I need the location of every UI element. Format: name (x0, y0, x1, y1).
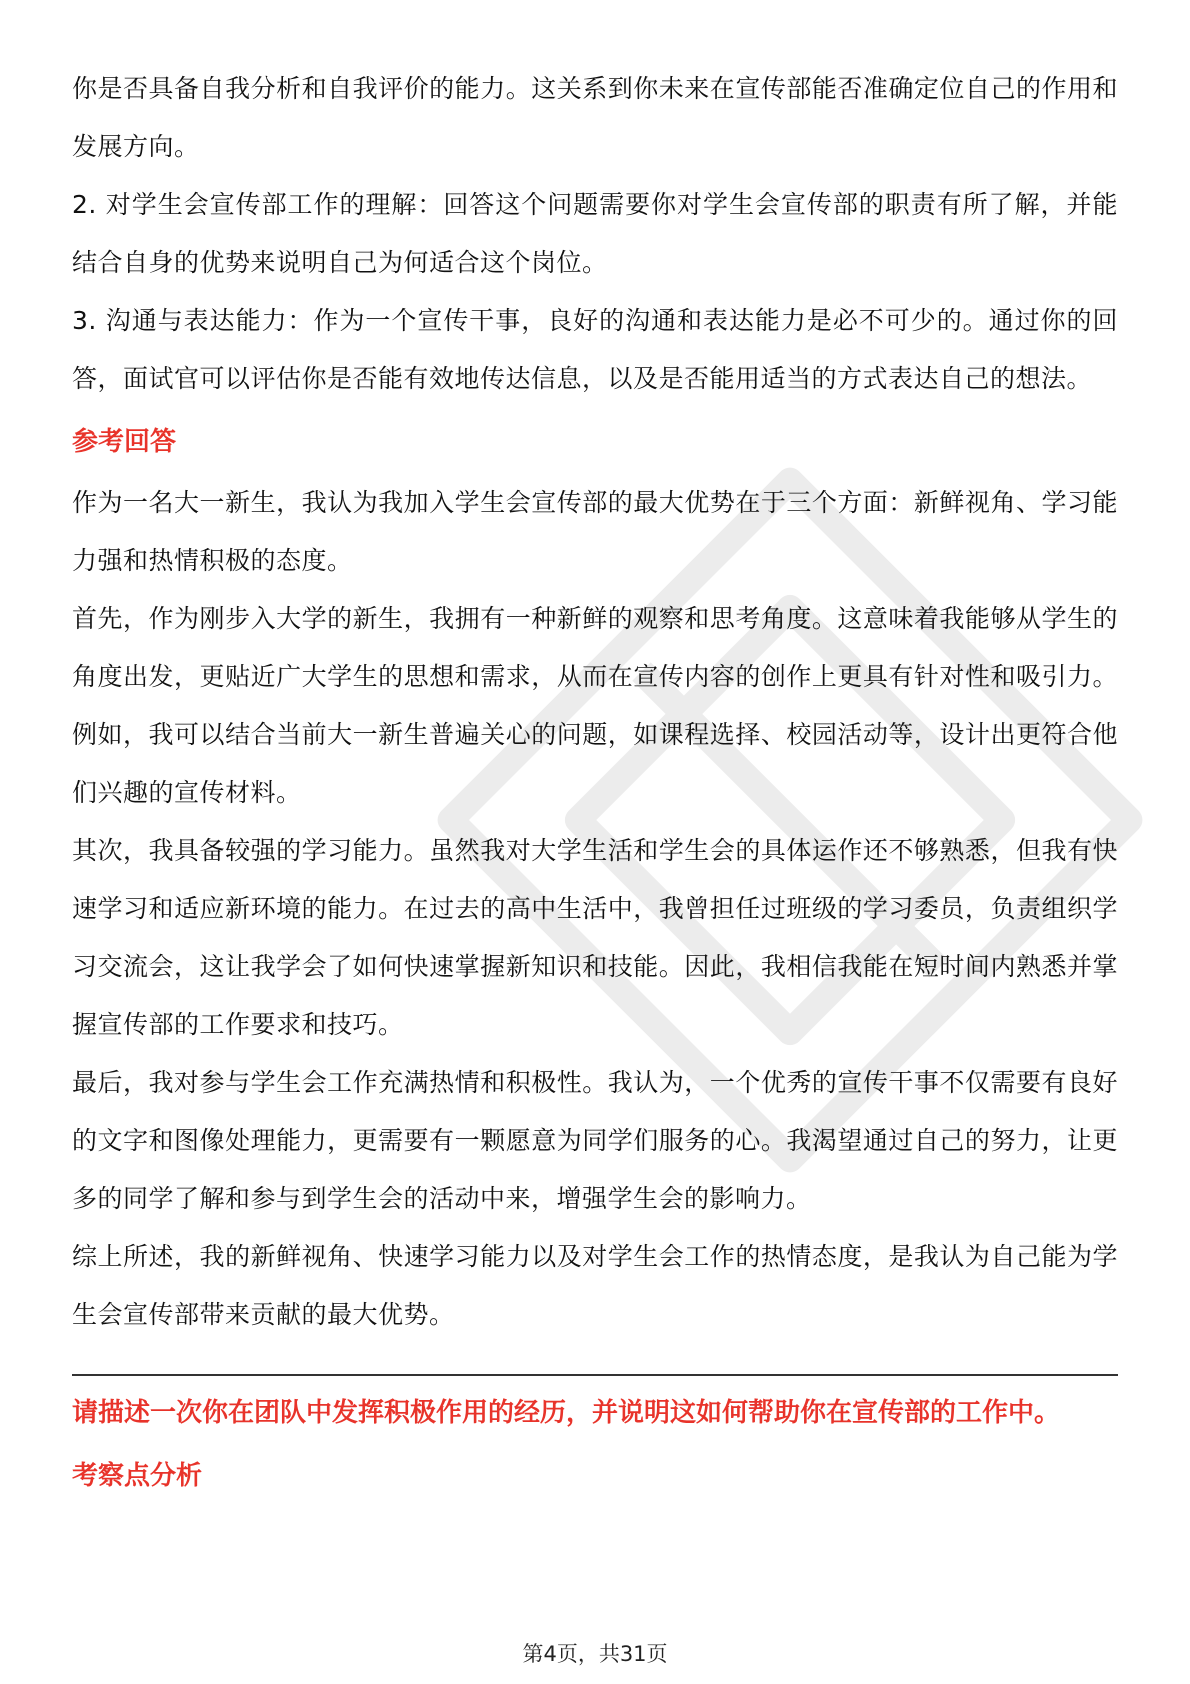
intro-paragraph-2: 2. 对学生会宣传部工作的理解：回答这个问题需要你对学生会宣传部的职责有所了解，并能结合自身的优势来说明自己为何适合这个岗位。 (72, 190, 1118, 277)
intro-paragraph-3: 3. 沟通与表达能力：作为一个宣传干事，良好的沟通和表达能力是必不可少的。通过你的回答，面试官可以评估你是否能有效地传达信息，以及是否能用适当的方式表达自己的想法。 (72, 306, 1118, 393)
answer-paragraph-1: 作为一名大一新生，我认为我加入学生会宣传部的最大优势在于三个方面：新鲜视角、学习能力强和热情积极的态度。 (72, 488, 1118, 575)
document-body (72, 60, 1118, 1508)
reference-answer-heading: 参考回答 (72, 427, 177, 457)
analysis-heading: 考察点分析 (72, 1461, 203, 1491)
answer-paragraph-5: 综上所述，我的新鲜视角、快速学习能力以及对学生会工作的热情态度，是我认为自己能为学生会宣传部带来贡献的最大优势。 (72, 1242, 1118, 1329)
answer-paragraph-3: 其次，我具备较强的学习能力。虽然我对大学生活和学生会的具体运作还不够熟悉，但我有快速学习和适应新环境的能力。在过去的高中生活中，我曾担任过班级的学习委员，负责组织学习交流会，这让我学会了如何快速掌握新知识和技能。因此，我相信我能在短时间内熟悉并掌握宣传部的工作要求和技巧。 (72, 836, 1118, 1039)
page-number: 第4页，共31页 (522, 1642, 668, 1666)
intro-paragraph-1: 你是否具备自我分析和自我评价的能力。这关系到你未来在宣传部能否准确定位自己的作用和发展方向。 (72, 74, 1118, 161)
section-divider (72, 1374, 1118, 1376)
next-question-title: 请描述一次你在团队中发挥积极作用的经历，并说明这如何帮助你在宣传部的工作中。 (72, 1398, 1061, 1428)
answer-paragraph-2: 首先，作为刚步入大学的新生，我拥有一种新鲜的观察和思考角度。这意味着我能够从学生的角度出发，更贴近广大学生的思想和需求，从而在宣传内容的创作上更具有针对性和吸引力。例如，我可以结合当前大一新生普遍关心的问题，如课程选择、校园活动等，设计出更符合他们兴趣的宣传材料。 (72, 604, 1118, 807)
answer-paragraph-4: 最后，我对参与学生会工作充满热情和积极性。我认为，一个优秀的宣传干事不仅需要有良好的文字和图像处理能力，更需要有一颗愿意为同学们服务的心。我渴望通过自己的努力，让更多的同学了解和参与到学生会的活动中来，增强学生会的影响力。 (72, 1068, 1118, 1213)
